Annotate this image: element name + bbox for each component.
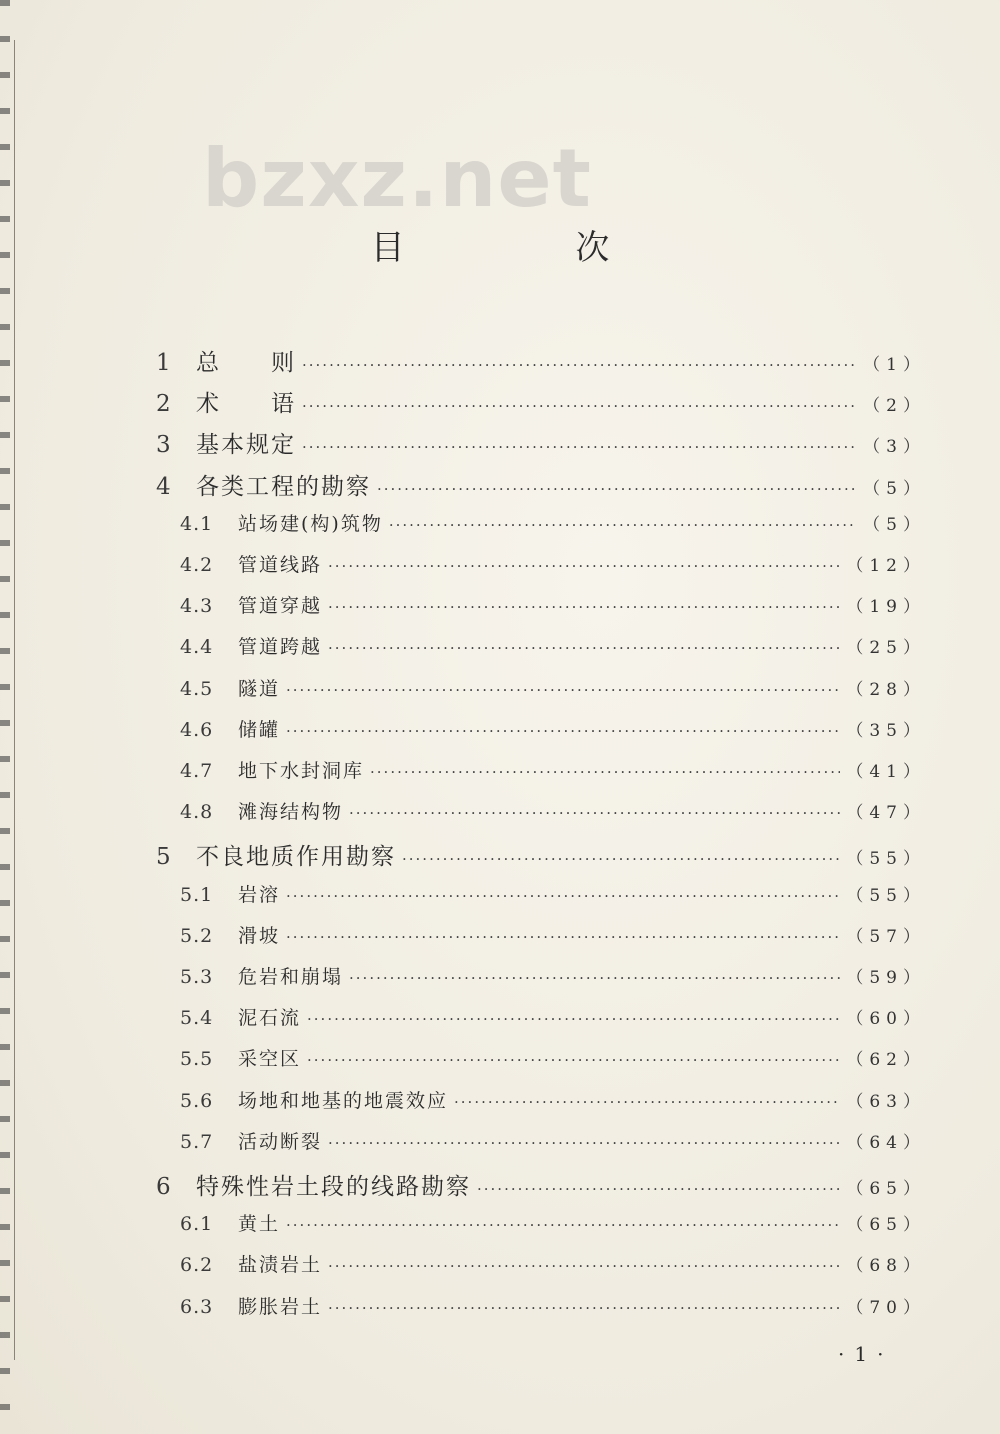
toc-entry-number: 4.2: [180, 554, 214, 576]
toc-entry-label: 危岩和崩塌: [238, 966, 344, 988]
toc-entry-number: 6.1: [180, 1213, 214, 1235]
toc-entry: [156, 468, 926, 502]
toc-entry-number: 4.5: [180, 678, 214, 700]
toc-entry-number: 5: [156, 844, 171, 870]
toc-entry-number: 5.7: [180, 1131, 214, 1153]
toc-entry: [180, 1003, 926, 1037]
toc-entry: [180, 632, 926, 666]
toc-entry: [156, 838, 926, 872]
toc-leader-dots: [328, 1257, 840, 1275]
toc-entry: [156, 344, 926, 378]
toc-entry-number: 5.4: [180, 1007, 214, 1029]
toc-leader-dots: [286, 928, 840, 946]
toc-leader-dots: [328, 639, 840, 657]
toc-entry-label: 基本规定: [196, 432, 296, 458]
toc-leader-dots: [302, 438, 857, 456]
toc-entry-page: （1）: [863, 355, 926, 375]
toc-entry: [180, 1209, 926, 1243]
toc-entry-label: 特殊性岩土段的线路勘察: [196, 1174, 471, 1200]
toc-entry-page: （55）: [846, 849, 926, 869]
toc-entry-page: （2）: [863, 396, 926, 416]
binding-edge: [0, 0, 10, 1434]
toc-entry: [180, 1086, 926, 1120]
toc-leader-dots: [349, 804, 840, 822]
toc-entry-number: 4.1: [180, 513, 214, 535]
toc-entry: [156, 1168, 926, 1202]
toc-entry: [180, 591, 926, 625]
toc-leader-dots: [328, 557, 840, 575]
toc-entry-page: （60）: [846, 1009, 926, 1029]
toc-entry-page: （47）: [846, 803, 926, 823]
toc-entry-number: 4.8: [180, 801, 214, 823]
toc-entry-number: 5.1: [180, 884, 214, 906]
toc-entry-number: 6.3: [180, 1296, 214, 1318]
toc-entry-number: 5.2: [180, 925, 214, 947]
toc-leader-dots: [328, 598, 840, 616]
toc-entry-label: 活动断裂: [238, 1131, 323, 1153]
toc-leader-dots: [377, 480, 857, 498]
toc-entry-label: 管道跨越: [238, 636, 323, 658]
toc-entry-page: （19）: [846, 597, 926, 617]
toc-entry: [180, 1292, 926, 1326]
toc-entry-page: （57）: [846, 927, 926, 947]
toc-entry-number: 6: [156, 1174, 171, 1200]
toc-entry-label: 术 语: [196, 391, 296, 417]
toc-entry-label: 管道穿越: [238, 595, 323, 617]
toc-entry-number: 5.3: [180, 966, 214, 988]
toc-entry: [180, 715, 926, 749]
toc-leader-dots: [302, 397, 857, 415]
toc-entry-label: 黄土: [238, 1213, 281, 1235]
toc-entry-page: （3）: [863, 437, 926, 457]
toc-entry-label: 不良地质作用勘察: [196, 844, 396, 870]
toc-leader-dots: [389, 516, 857, 534]
toc-leader-dots: [328, 1299, 840, 1317]
toc-entry: [180, 880, 926, 914]
toc-entry-label: 总 则: [196, 350, 296, 376]
toc-entry-number: 3: [156, 432, 171, 458]
toc-leader-dots: [454, 1093, 840, 1111]
toc-entry-number: 1: [156, 350, 171, 376]
toc-leader-dots: [402, 850, 840, 868]
toc-entry: [180, 797, 926, 831]
toc-entry: [180, 674, 926, 708]
toc-entry-number: 4: [156, 474, 171, 500]
toc-leader-dots: [286, 1216, 840, 1234]
toc-entry-number: 5.6: [180, 1090, 214, 1112]
toc-leader-dots: [286, 681, 840, 699]
toc-entry-label: 场地和地基的地震效应: [238, 1090, 449, 1112]
toc-entry-page: （64）: [846, 1133, 926, 1153]
page-number: ·1·: [838, 1342, 894, 1366]
toc-entry-number: 2: [156, 391, 171, 417]
toc-leader-dots: [307, 1051, 840, 1069]
toc-leader-dots: [349, 969, 840, 987]
toc-entry: [180, 756, 926, 790]
toc-entry-label: 站场建(构)筑物: [238, 513, 383, 535]
toc-leader-dots: [328, 1134, 840, 1152]
toc-entry-page: （28）: [846, 680, 926, 700]
toc-entry-page: （70）: [846, 1298, 926, 1318]
toc-entry-label: 泥石流: [238, 1007, 302, 1029]
toc-entry-label: 各类工程的勘察: [196, 474, 371, 500]
toc-entry-page: （65）: [846, 1179, 926, 1199]
toc-entry-number: 4.3: [180, 595, 214, 617]
toc-entry-page: （62）: [846, 1050, 926, 1070]
watermark: bzxz.net: [202, 132, 592, 225]
toc-entry-label: 采空区: [238, 1048, 302, 1070]
toc-leader-dots: [286, 887, 840, 905]
toc-entry: [180, 962, 926, 996]
toc-entry-label: 地下水封洞库: [238, 760, 365, 782]
toc-entry-label: 盐渍岩土: [238, 1254, 323, 1276]
toc-entry-number: 4.6: [180, 719, 214, 741]
toc-entry-number: 4.7: [180, 760, 214, 782]
toc-leader-dots: [477, 1180, 840, 1198]
toc-entry: [180, 921, 926, 955]
toc-entry-page: （59）: [846, 968, 926, 988]
toc-entry-page: （35）: [846, 721, 926, 741]
toc-entry: [180, 1044, 926, 1078]
toc-entry: [180, 1127, 926, 1161]
toc-entry: [180, 1250, 926, 1284]
toc-entry: [156, 385, 926, 419]
toc-leader-dots: [286, 722, 840, 740]
toc-entry-number: 4.4: [180, 636, 214, 658]
toc-entry-number: 5.5: [180, 1048, 214, 1070]
toc-entry: [156, 426, 926, 460]
toc-entry-page: （12）: [846, 556, 926, 576]
toc-leader-dots: [307, 1010, 840, 1028]
toc-entry-page: （5）: [863, 479, 926, 499]
toc-entry-page: （41）: [846, 762, 926, 782]
page-title: 目 次: [370, 228, 690, 268]
toc-entry-label: 滩海结构物: [238, 801, 344, 823]
toc-entry-label: 岩溶: [238, 884, 281, 906]
toc-entry-page: （55）: [846, 886, 926, 906]
toc-entry-label: 滑坡: [238, 925, 281, 947]
toc-leader-dots: [370, 763, 840, 781]
toc-entry-page: （25）: [846, 638, 926, 658]
toc-entry-number: 6.2: [180, 1254, 214, 1276]
toc-entry: [180, 550, 926, 584]
toc-entry-page: （65）: [846, 1215, 926, 1235]
toc-entry-label: 隧道: [238, 678, 281, 700]
toc-entry: [180, 509, 926, 543]
toc-entry-page: （63）: [846, 1092, 926, 1112]
toc-entry-page: （5）: [863, 515, 926, 535]
toc-leader-dots: [302, 356, 857, 374]
toc-entry-label: 管道线路: [238, 554, 323, 576]
toc-entry-page: （68）: [846, 1256, 926, 1276]
toc-entry-label: 膨胀岩土: [238, 1296, 323, 1318]
toc-entry-label: 储罐: [238, 719, 281, 741]
